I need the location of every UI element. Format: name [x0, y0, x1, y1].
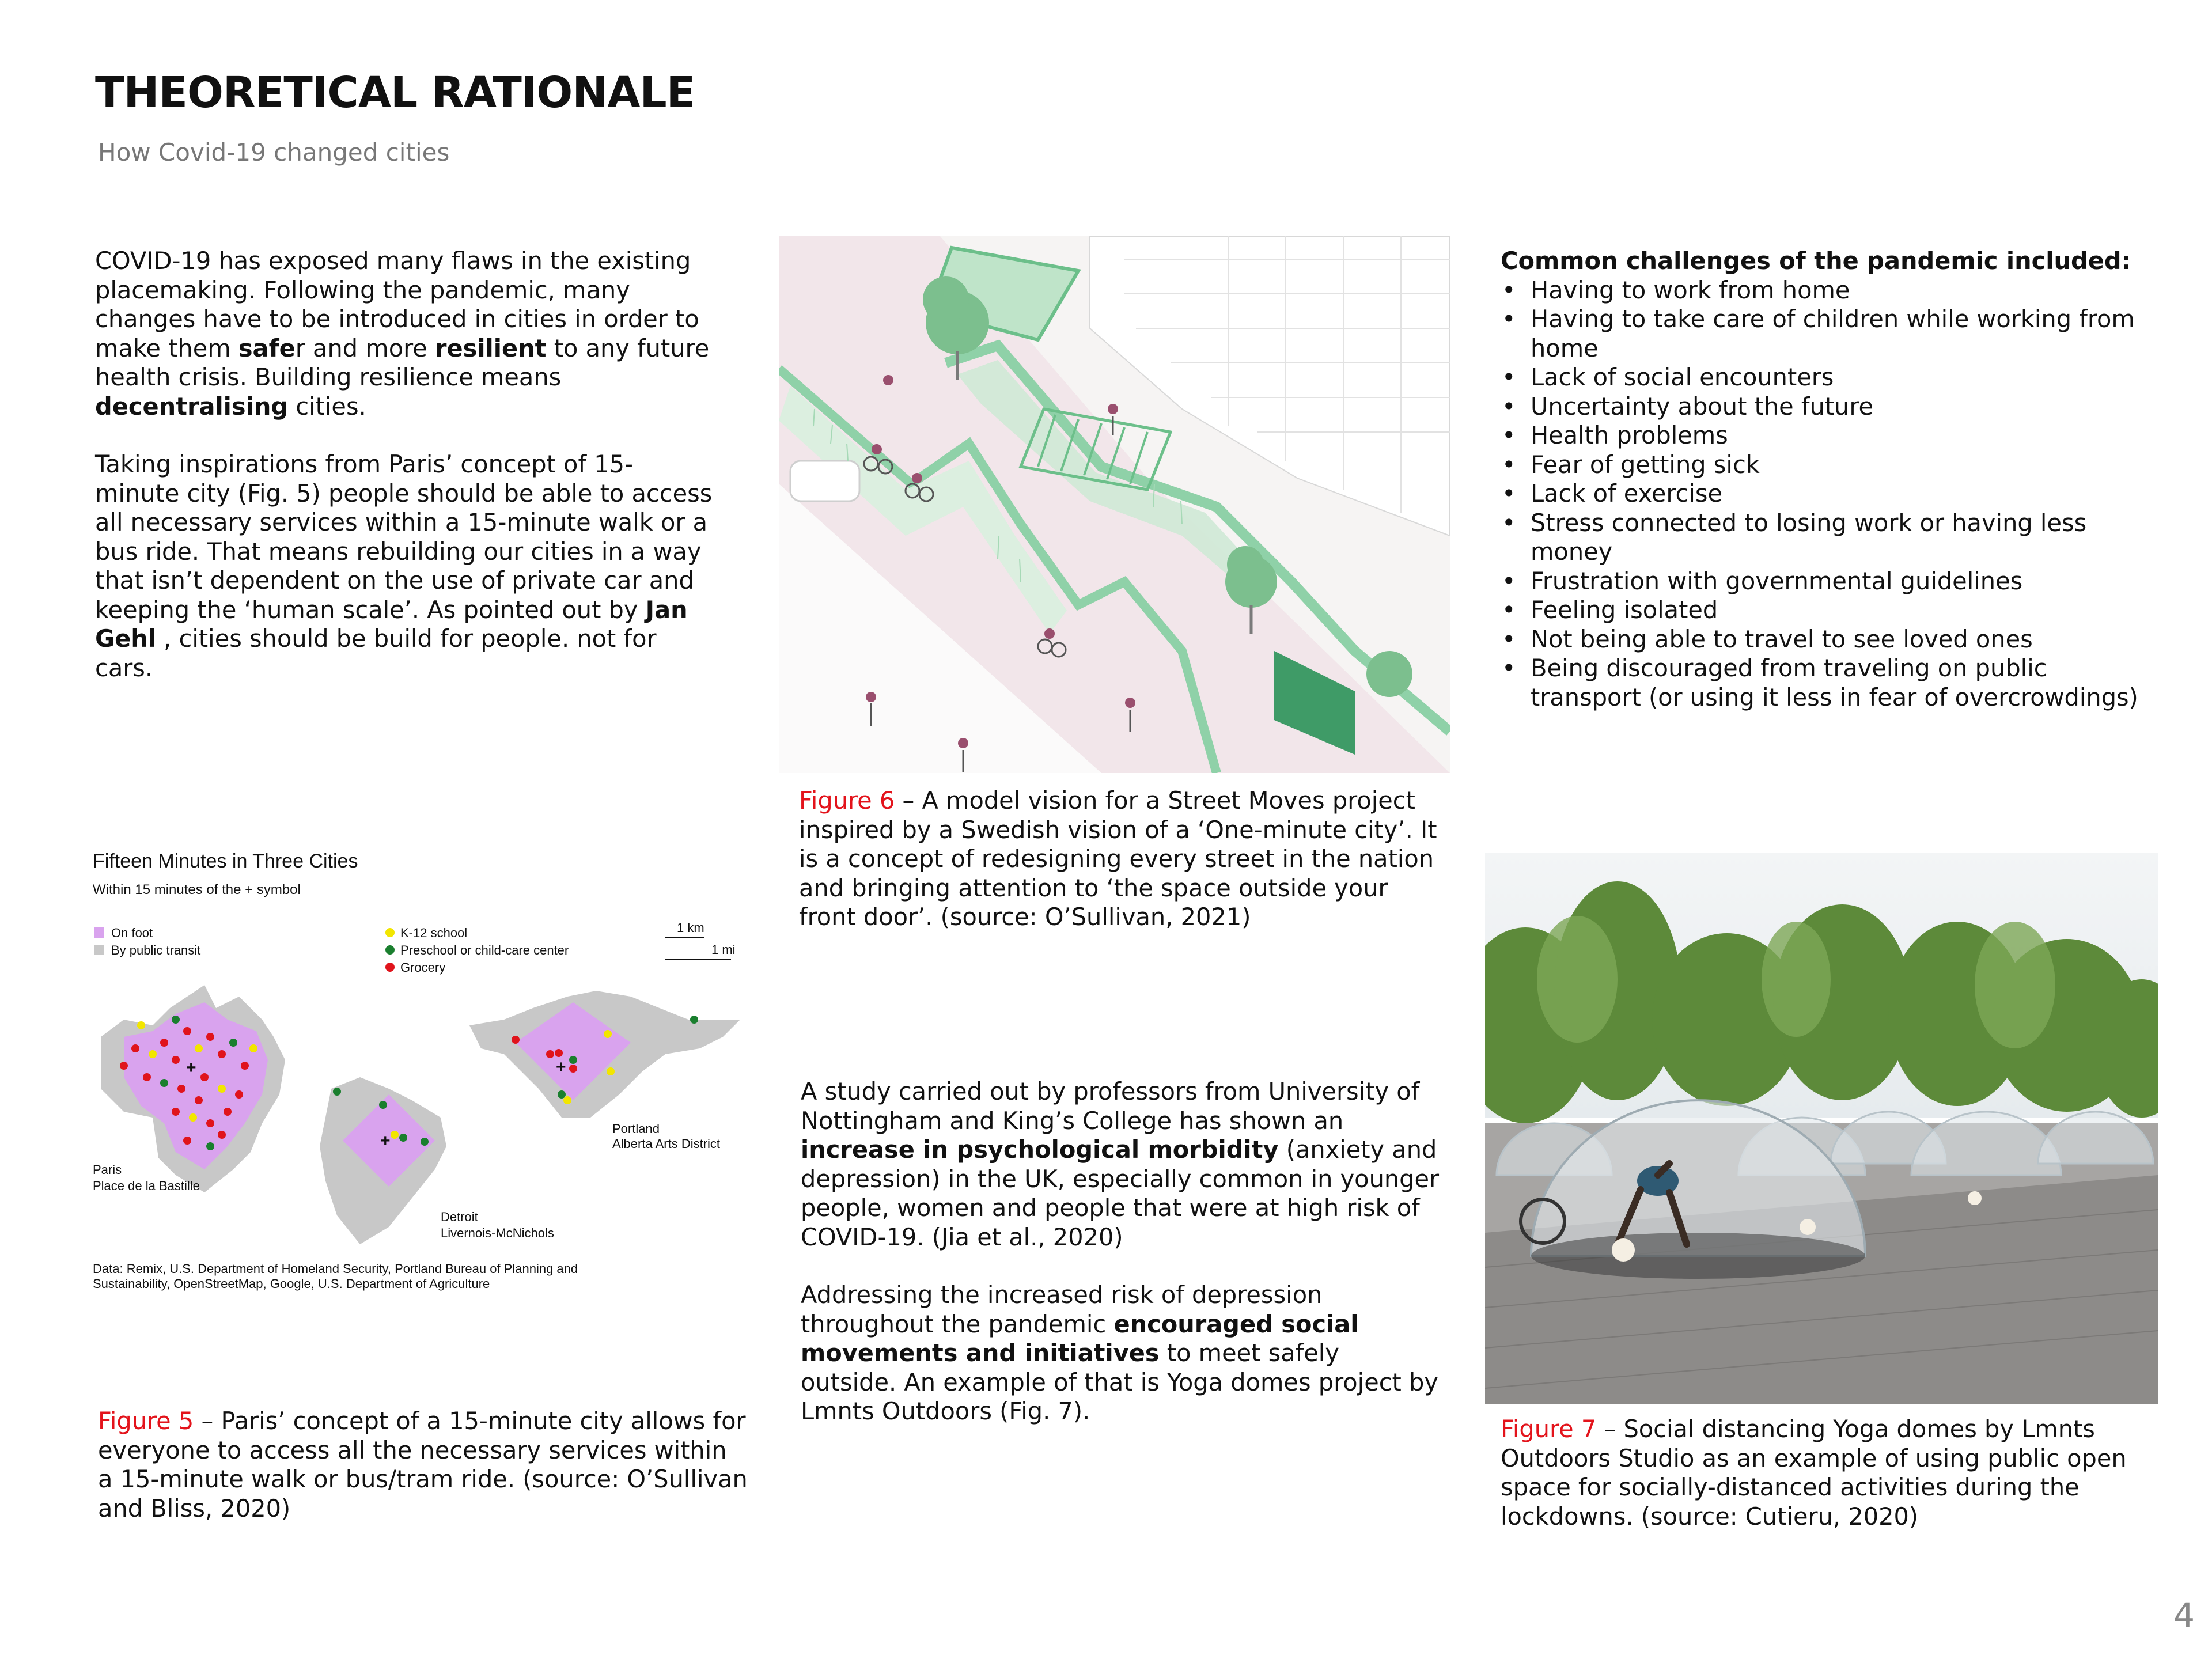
- map-svg: [89, 847, 757, 1313]
- list-item: • Lack of exercise: [1501, 479, 2146, 509]
- bold-safe: safe: [238, 334, 296, 362]
- figure6-caption-text: – A model vision for a Street Moves project inspired by a Swedish vision of a ‘One-minute city’. It is a concept of redesigning every street in the nation and bringing attention to ‘the space outside your front door’. (source: O’Sullivan, 2021): [799, 786, 1437, 931]
- bold-resilient: resilient: [435, 334, 547, 362]
- list-item: • Being discouraged from traveling on public transport (or using it less in fear of overcrowdings): [1501, 654, 2146, 712]
- intro-paragraph-2: [95, 450, 717, 683]
- figure6-caption: [799, 786, 1450, 932]
- detroit-center-marker: +: [380, 1131, 391, 1150]
- legend-school: K-12 school: [400, 926, 468, 940]
- figure7-caption: [1501, 1415, 2152, 1531]
- text-run: r and more: [295, 334, 435, 362]
- figure6-label: Figure 6: [799, 786, 895, 815]
- list-item: • Not being able to travel to see loved ones: [1501, 625, 2146, 654]
- street-moves-drawing: [779, 236, 1450, 773]
- text-run: COVID-19 has exposed many flaws in the existing placemaking. Following the pandemic, many changes have to be introduced in cities in order to make them: [95, 247, 699, 362]
- list-item: • Having to work from home: [1501, 276, 2146, 305]
- legend-onfoot-swatch: [94, 927, 104, 938]
- page-number: 4: [2173, 1596, 2195, 1635]
- list-item: • Lack of social encounters: [1501, 363, 2146, 392]
- legend-onfoot: On foot: [111, 926, 153, 940]
- bold-jan-gehl: Jan Gehl: [95, 595, 688, 653]
- text-run: A study carried out by professors from University of Nottingham and King’s College has shown an: [801, 1077, 1420, 1135]
- intro-paragraph-1: [95, 247, 717, 421]
- paris-center-marker: +: [186, 1058, 196, 1077]
- text-run: to any future health crisis. Building resilience means: [95, 334, 710, 391]
- portland-name: Portland: [612, 1122, 660, 1136]
- figure5-caption: [98, 1407, 749, 1523]
- legend-preschool: Preschool or child-care center: [400, 943, 569, 957]
- bold-morbidity: increase in psychological morbidity: [801, 1135, 1279, 1164]
- challenges-block: [1501, 247, 2146, 712]
- scale-mi: 1 mi: [711, 942, 736, 957]
- detroit-name: Detroit: [441, 1210, 478, 1224]
- study-paragraph-1: [801, 1077, 1440, 1252]
- paris-place: Place de la Bastille: [93, 1179, 200, 1193]
- intro-text: [95, 247, 717, 683]
- portland-place: Alberta Arts District: [612, 1137, 721, 1151]
- list-item: • Fear of getting sick: [1501, 450, 2146, 480]
- street-moves-illustration: [779, 236, 1450, 773]
- page-subtitle: How Covid-19 changed cities: [98, 138, 450, 166]
- list-item: • Stress connected to losing work or having less money: [1501, 509, 2146, 567]
- list-item: • Having to take care of children while working from home: [1501, 305, 2146, 363]
- study-text: [801, 1077, 1440, 1426]
- list-item: • Health problems: [1501, 421, 2146, 450]
- map-title: Fifteen Minutes in Three Cities: [93, 850, 358, 872]
- text-run: cities.: [288, 392, 366, 421]
- map-source-line-2: Sustainability, OpenStreetMap, Google, U.S. Department of Agriculture: [93, 1277, 490, 1291]
- study-paragraph-2: [801, 1281, 1440, 1426]
- fifteen-minute-map: [89, 847, 757, 1313]
- text-run: , cities should be build for people. not for cars.: [95, 624, 657, 682]
- legend-grocery-dot: [385, 963, 395, 972]
- list-item: • Uncertainty about the future: [1501, 392, 2146, 422]
- bold-social-movements: encouraged social movements and initiatives: [801, 1309, 1359, 1367]
- yoga-domes-photo: [1485, 853, 2158, 1404]
- map-source-line-1: Data: Remix, U.S. Department of Homeland Security, Portland Bureau of Planning and: [93, 1262, 578, 1276]
- bold-decentralising: decentralising: [95, 392, 289, 421]
- page-title: THEORETICAL RATIONALE: [95, 68, 695, 118]
- text-run: to meet safely outside. An example of that is Yoga domes project by Lmnts Outdoors (Fig. 7).: [801, 1339, 1438, 1425]
- legend-school-dot: [385, 928, 395, 937]
- challenges-heading: Common challenges of the pandemic included:: [1501, 247, 2131, 275]
- list-item: • Feeling isolated: [1501, 596, 2146, 625]
- yoga-domes-drawing: [1485, 853, 2158, 1404]
- legend-grocery: Grocery: [400, 960, 446, 975]
- list-item: • Frustration with governmental guidelines: [1501, 567, 2146, 596]
- map-subtitle: Within 15 minutes of the + symbol: [93, 882, 301, 897]
- text-run: Taking inspirations from Paris’ concept of 15-minute city (Fig. 5) people should be able to access all necessary services within a 15-minute walk or a bus ride. That means rebuilding our cities in a way that isn’t dependent on the use of private car and keeping the ‘human scale’. As pointed out by: [95, 450, 713, 624]
- detroit-place: Livernois-McNichols: [441, 1226, 554, 1240]
- figure7-caption-text: – Social distancing Yoga domes by Lmnts Outdoors Studio as an example of using public open space for socially-distanced activities during the lockdowns. (source: Cutieru, 2020): [1501, 1415, 2127, 1531]
- paris-name: Paris: [93, 1162, 122, 1177]
- figure5-label: Figure 5: [98, 1407, 194, 1435]
- legend-transit-swatch: [94, 945, 104, 955]
- scale-km: 1 km: [677, 921, 704, 935]
- legend-transit: By public transit: [111, 943, 201, 957]
- text-run: (anxiety and depression) in the UK, especially common in younger people, women and people that were at high risk of COVID-19. (Jia et al., 2020): [801, 1135, 1440, 1251]
- challenges-list: [1501, 276, 2146, 713]
- legend-preschool-dot: [385, 945, 395, 955]
- text-run: Addressing the increased risk of depression throughout the pandemic: [801, 1281, 1323, 1338]
- figure7-label: Figure 7: [1501, 1415, 1597, 1443]
- figure5-caption-text: – Paris’ concept of a 15-minute city allows for everyone to access all the necessary services within a 15-minute walk or bus/tram ride. (source: O’Sullivan and Bliss, 2020): [98, 1407, 748, 1522]
- portland-center-marker: +: [556, 1058, 566, 1077]
